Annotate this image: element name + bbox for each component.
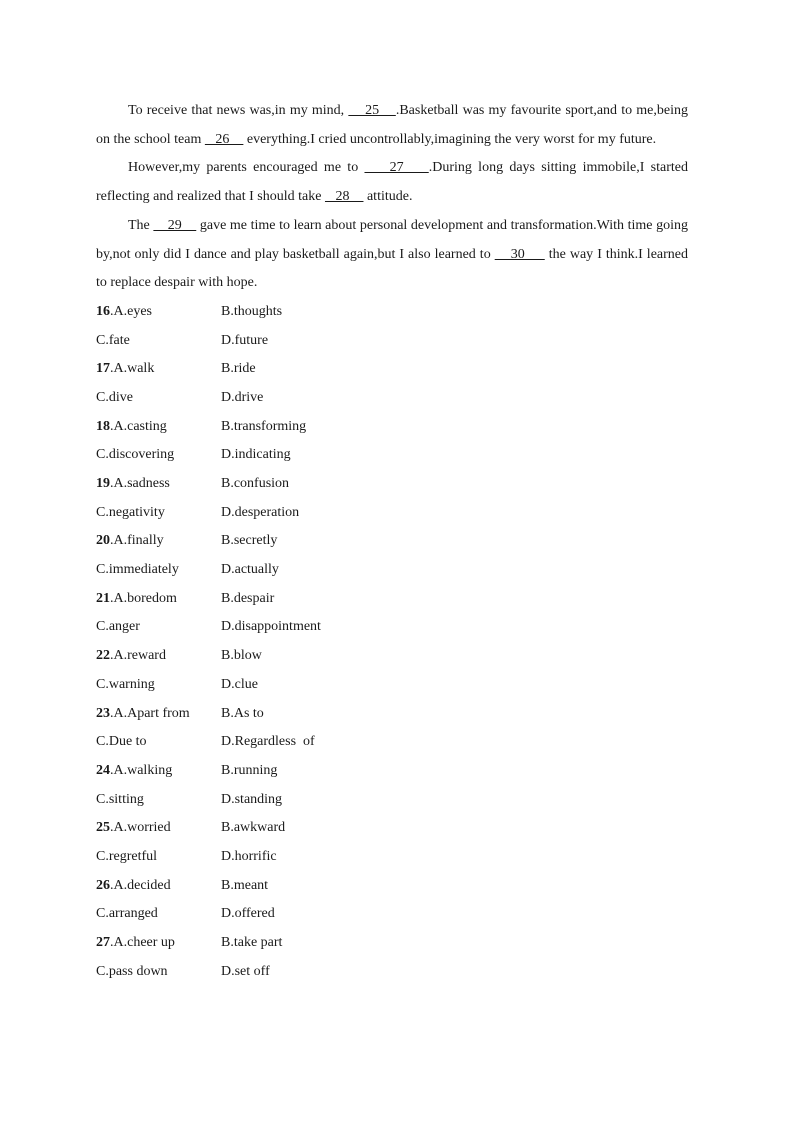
question-number: 25: [96, 820, 110, 836]
passage-paragraph: [96, 97, 688, 154]
option-b: B.confusion: [221, 476, 290, 492]
option-b: B.despair: [221, 590, 275, 606]
option-a: [96, 585, 221, 614]
option-d: D.set off: [221, 963, 270, 979]
passage-paragraph: [96, 154, 688, 211]
question-row: [96, 671, 688, 700]
question-number: 16: [96, 303, 110, 319]
option-d: D.drive: [221, 389, 264, 405]
option-a-text: .A.Apart from: [110, 705, 190, 721]
question-number: 20: [96, 533, 110, 549]
option-b: B.meant: [221, 877, 269, 893]
option-a: [96, 700, 221, 729]
option-a: [96, 642, 221, 671]
question-number: 23: [96, 705, 110, 721]
passage-text: gave me time to learn about personal development and transformation.With time going by,not only did I dance and play basketball again,but I also learned to: [96, 217, 689, 262]
option-a: [96, 814, 221, 843]
option-c: C.warning: [96, 676, 155, 692]
question-row: [96, 843, 688, 872]
option-a-text: .A.reward: [110, 648, 166, 664]
question-row: [96, 814, 688, 843]
option-c: C.immediately: [96, 562, 179, 578]
option-c: C.pass down: [96, 963, 168, 979]
question-number: 18: [96, 418, 110, 434]
question-row: [96, 384, 688, 413]
passage-text: everything.I cried uncontrollably,imagining the very worst for my future.: [243, 131, 657, 147]
question-options-list: [96, 298, 688, 987]
question-row: [96, 872, 688, 901]
option-b: B.secretly: [221, 533, 278, 549]
option-c: C.anger: [96, 619, 140, 635]
question-row: [96, 642, 688, 671]
question-row: [96, 700, 688, 729]
answer-blank: 26: [204, 131, 244, 147]
question-number: 21: [96, 590, 110, 606]
option-c: C.dive: [96, 389, 133, 405]
question-row: [96, 527, 688, 556]
option-a-text: .A.boredom: [110, 590, 177, 606]
question-number: 27: [96, 935, 110, 951]
option-b: B.As to: [221, 705, 264, 721]
passage-text: The: [128, 217, 154, 233]
option-d: D.horrific: [221, 848, 277, 864]
passage-text: .Basketball was my favourite sport,and to me,being on the school team: [96, 103, 689, 147]
passage-text: .During long days sitting immobile,I started reflecting and realized that I should take: [96, 160, 688, 205]
option-a-text: .A.walking: [110, 762, 173, 778]
option-c: C.fate: [96, 332, 130, 348]
option-b: B.ride: [221, 361, 256, 377]
option-a-text: .A.cheer up: [110, 935, 175, 951]
question-row: [96, 786, 688, 815]
option-d: D.disappointment: [221, 619, 321, 635]
question-row: [96, 613, 688, 642]
question-row: [96, 441, 688, 470]
option-d: D.future: [221, 332, 269, 348]
question-row: [96, 900, 688, 929]
question-row: [96, 585, 688, 614]
passage-paragraph: [96, 212, 688, 298]
answer-blank: 30: [494, 246, 545, 262]
question-row: [96, 757, 688, 786]
question-row: [96, 470, 688, 499]
option-b: B.running: [221, 762, 278, 778]
answer-blank: 28: [324, 189, 364, 205]
option-a: [96, 872, 221, 901]
answer-blank: 27: [364, 160, 429, 176]
option-d: D.desperation: [221, 504, 300, 520]
question-number: 26: [96, 877, 110, 893]
passage-text: attitude.: [363, 189, 413, 205]
question-row: [96, 413, 688, 442]
option-b: B.awkward: [221, 820, 286, 836]
option-b: B.blow: [221, 648, 262, 664]
option-b: B.thoughts: [221, 303, 283, 319]
question-row: [96, 327, 688, 356]
answer-blank: 29: [153, 217, 197, 233]
option-a: [96, 929, 221, 958]
option-a: [96, 298, 221, 327]
option-c: C.discovering: [96, 447, 175, 463]
answer-blank: 25: [348, 103, 396, 118]
cloze-passage: [96, 97, 688, 298]
option-a: [96, 527, 221, 556]
question-row: [96, 728, 688, 757]
option-d: D.Regardless of: [221, 734, 315, 750]
question-row: [96, 556, 688, 585]
question-number: 19: [96, 476, 110, 492]
option-a-text: .A.eyes: [110, 303, 152, 319]
option-c: C.negativity: [96, 504, 165, 520]
exam-page: [96, 97, 688, 986]
option-c: C.Due to: [96, 734, 147, 750]
question-number: 17: [96, 361, 110, 377]
question-row: [96, 499, 688, 528]
passage-text: To receive that news was,in my mind,: [128, 103, 349, 118]
option-a-text: .A.walk: [110, 361, 155, 377]
question-row: [96, 298, 688, 327]
option-a: [96, 470, 221, 499]
passage-text: However,my parents encouraged me to: [128, 160, 365, 176]
question-row: [96, 958, 688, 987]
option-a: [96, 355, 221, 384]
option-d: D.clue: [221, 676, 258, 692]
option-d: D.indicating: [221, 447, 291, 463]
question-number: 22: [96, 648, 110, 664]
option-a-text: .A.finally: [110, 533, 164, 549]
option-c: C.sitting: [96, 791, 144, 807]
option-d: D.actually: [221, 562, 279, 578]
option-d: D.offered: [221, 906, 275, 922]
option-a: [96, 413, 221, 442]
option-c: C.regretful: [96, 848, 158, 864]
option-a-text: .A.casting: [110, 418, 167, 434]
option-b: B.take part: [221, 935, 283, 951]
question-row: [96, 355, 688, 384]
option-c: C.arranged: [96, 906, 158, 922]
option-a-text: .A.decided: [110, 877, 171, 893]
option-b: B.transforming: [221, 418, 307, 434]
option-d: D.standing: [221, 791, 283, 807]
question-row: [96, 929, 688, 958]
passage-text: the way I think.I learned to replace despair with hope.: [96, 246, 688, 291]
option-a-text: .A.sadness: [110, 476, 170, 492]
option-a: [96, 757, 221, 786]
option-a-text: .A.worried: [110, 820, 171, 836]
question-number: 24: [96, 762, 110, 778]
